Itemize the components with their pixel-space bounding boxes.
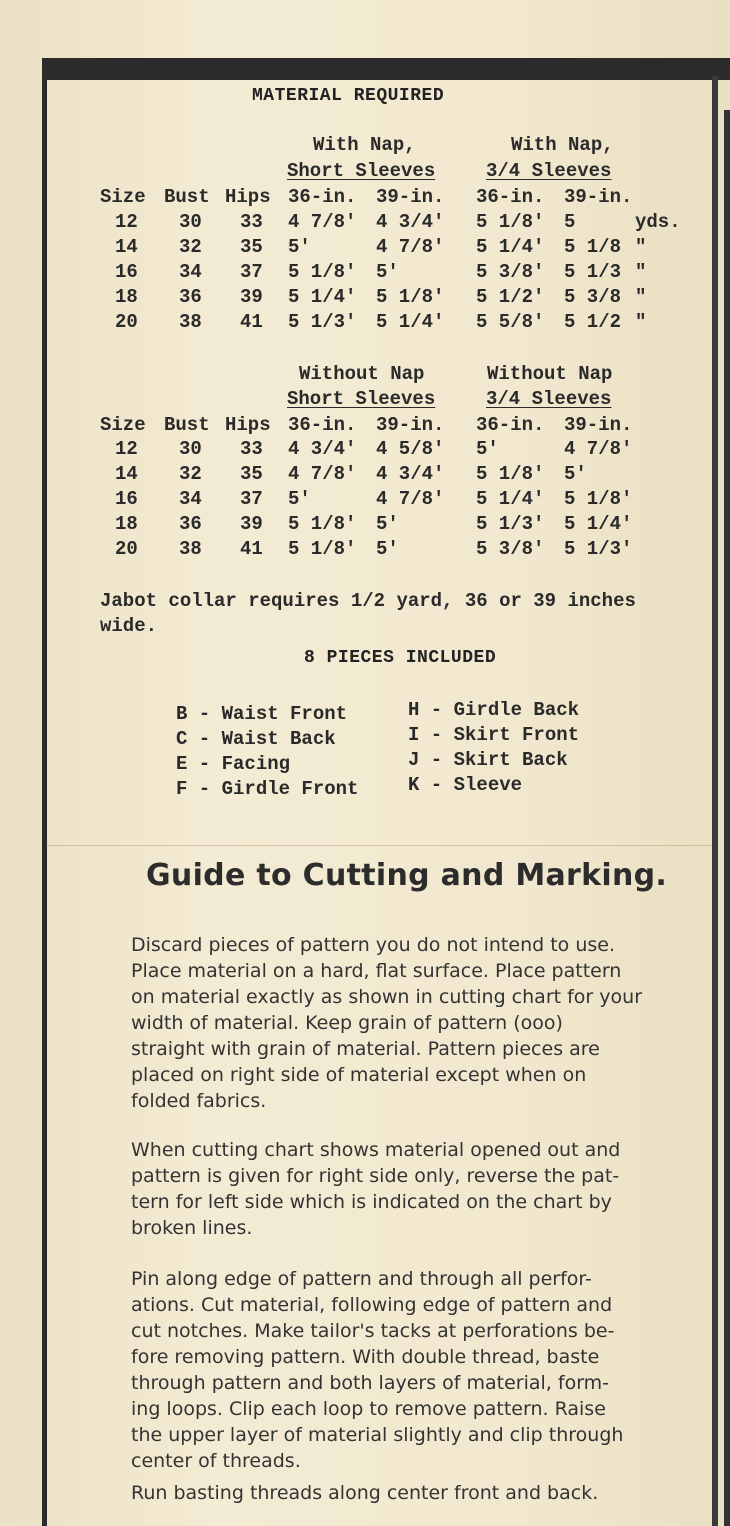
guide-title: Guide to Cutting and Marking. [146, 858, 668, 893]
nonap-column-header: Bust [164, 414, 210, 436]
nap-table-cell: 5 1/8 [564, 236, 622, 258]
piece-item: F - Girdle Front [176, 778, 359, 800]
nap-table-cell: 18 [115, 286, 138, 308]
nap-group2-subheading: 3/4 Sleeves [486, 160, 612, 182]
piece-item: E - Facing [176, 753, 291, 775]
piece-item: C - Waist Back [176, 728, 336, 750]
nonap-table-cell: 4 7/8' [564, 438, 633, 460]
nap-group1-subheading: Short Sleeves [287, 160, 436, 182]
guide-paragraph [131, 1137, 671, 1241]
nap-table-cell: 5 5/8' [476, 311, 545, 333]
nonap-table-cell: 4 7/8' [376, 488, 445, 510]
nap-column-header: 39-in. [564, 186, 633, 208]
nap-table-cell: " [635, 236, 647, 258]
piece-item: J - Skirt Back [408, 749, 568, 771]
guide-paragraph-line: Place material on a hard, flat surface. Place pattern [131, 960, 622, 982]
nonap-table-cell: 5 1/8' [288, 538, 357, 560]
pieces-included-title: 8 PIECES INCLUDED [304, 648, 497, 668]
nap-table-cell: 14 [115, 236, 138, 258]
nonap-table-cell: 34 [179, 488, 202, 510]
nonap-table-cell: 35 [240, 463, 263, 485]
nap-table-cell: 5 3/8 [564, 286, 622, 308]
nap-table-cell: 5 1/3 [564, 261, 622, 283]
nap-table-cell: 5 1/4' [376, 311, 445, 333]
paper-fold-line [47, 845, 712, 846]
guide-paragraph-line: ing loops. Clip each loop to remove pattern. Raise [131, 1398, 606, 1420]
nap-table-cell: 5' [376, 261, 399, 283]
nap-table-cell: 4 7/8' [288, 211, 357, 233]
guide-paragraph-line: straight with grain of material. Pattern pieces are [131, 1038, 600, 1060]
nap-column-header: Size [100, 186, 146, 208]
nap-table-cell: 5 1/2 [564, 311, 622, 333]
nonap-column-header: 36-in. [288, 414, 357, 436]
guide-paragraph [131, 1266, 671, 1474]
nap-table-cell: 16 [115, 261, 138, 283]
nonap-table-cell: 5 1/8' [564, 488, 633, 510]
nonap-column-header: 39-in. [376, 414, 445, 436]
guide-paragraph-line: pattern is given for right side only, reverse the pat- [131, 1165, 620, 1187]
nap-table-cell: 35 [240, 236, 263, 258]
nap-table-cell: 5 1/4' [288, 286, 357, 308]
nonap-table-cell: 38 [179, 538, 202, 560]
nap-table-cell: 33 [240, 211, 263, 233]
nap-column-header: 39-in. [376, 186, 445, 208]
nonap-table-cell: 30 [179, 438, 202, 460]
nonap-table-cell: 33 [240, 438, 263, 460]
guide-paragraph-line: ations. Cut material, following edge of pattern and [131, 1294, 613, 1316]
nap-group1-heading: With Nap, [313, 134, 416, 156]
nap-table-cell: 12 [115, 211, 138, 233]
nap-table-cell: 5 1/8' [376, 286, 445, 308]
jabot-note-line1: Jabot collar requires 1/2 yard, 36 or 39 inches [100, 590, 636, 612]
nap-table-cell: " [635, 311, 647, 333]
nap-table-cell: 30 [179, 211, 202, 233]
nonap-table-cell: 37 [240, 488, 263, 510]
nap-table-cell: 20 [115, 311, 138, 333]
nap-table-cell: 34 [179, 261, 202, 283]
guide-paragraph-line: the upper layer of material slightly and clip through [131, 1424, 624, 1446]
right-border-rule [712, 76, 718, 1526]
nonap-table-cell: 32 [179, 463, 202, 485]
nonap-table-cell: 5' [564, 463, 587, 485]
nonap-group2-heading: Without Nap [487, 363, 613, 385]
nap-table-cell: yds. [635, 211, 681, 233]
nap-table-cell: 41 [240, 311, 263, 333]
nonap-column-header: 36-in. [476, 414, 545, 436]
guide-paragraph-line: Run basting threads along center front and back. [131, 1482, 599, 1504]
nonap-table-cell: 4 5/8' [376, 438, 445, 460]
piece-item: K - Sleeve [408, 774, 523, 796]
nap-table-cell: " [635, 261, 647, 283]
material-required-title: MATERIAL REQUIRED [252, 86, 445, 106]
nonap-table-cell: 36 [179, 513, 202, 535]
nap-table-cell: 5 1/8' [476, 211, 545, 233]
guide-paragraph-line: through pattern and both layers of material, form- [131, 1372, 610, 1394]
guide-paragraph-line: tern for left side which is indicated on the chart by [131, 1191, 612, 1213]
guide-paragraph-line: width of material. Keep grain of pattern (ooo) [131, 1012, 563, 1034]
nonap-table-cell: 5 1/4' [476, 488, 545, 510]
piece-item: B - Waist Front [176, 703, 348, 725]
nap-table-cell: 5 1/4' [476, 236, 545, 258]
nap-table-cell: 32 [179, 236, 202, 258]
guide-paragraph [131, 1480, 671, 1506]
nonap-table-cell: 5 1/3' [476, 513, 545, 535]
nonap-table-cell: 12 [115, 438, 138, 460]
nap-table-cell: 5 [564, 211, 576, 233]
nonap-column-header: Size [100, 414, 146, 436]
guide-paragraph-line: broken lines. [131, 1217, 253, 1239]
nap-table-cell: 37 [240, 261, 263, 283]
nonap-table-cell: 39 [240, 513, 263, 535]
nonap-table-cell: 5 1/4' [564, 513, 633, 535]
top-border-band [42, 58, 730, 80]
nonap-table-cell: 4 3/4' [376, 463, 445, 485]
guide-paragraph-line: Discard pieces of pattern you do not intend to use. [131, 934, 615, 956]
nonap-column-header: Hips [225, 414, 271, 436]
guide-paragraph-line: placed on right side of material except when on [131, 1064, 587, 1086]
nap-table-cell: 5' [288, 236, 311, 258]
nonap-group2-subheading: 3/4 Sleeves [486, 388, 612, 410]
nap-table-cell: 5 3/8' [476, 261, 545, 283]
nap-table-cell: 4 7/8' [376, 236, 445, 258]
piece-item: H - Girdle Back [408, 699, 580, 721]
guide-paragraph-line: fore removing pattern. With double thread, baste [131, 1346, 600, 1368]
nonap-group1-subheading: Short Sleeves [287, 388, 436, 410]
nonap-table-cell: 5' [376, 513, 399, 535]
jabot-note-line2: wide. [100, 615, 158, 637]
nonap-table-cell: 5 3/8' [476, 538, 545, 560]
nap-table-cell: 5 1/8' [288, 261, 357, 283]
nonap-table-cell: 5 1/3' [564, 538, 633, 560]
guide-paragraph-line: folded fabrics. [131, 1090, 267, 1112]
nonap-column-header: 39-in. [564, 414, 633, 436]
nap-table-cell: 38 [179, 311, 202, 333]
guide-paragraph-line: When cutting chart shows material opened out and [131, 1139, 621, 1161]
nonap-table-cell: 5' [476, 438, 499, 460]
nonap-table-cell: 5 1/8' [476, 463, 545, 485]
guide-paragraph-line: on material exactly as shown in cutting chart for your [131, 986, 643, 1008]
guide-paragraph [131, 932, 671, 1114]
nap-table-cell: 5 1/2' [476, 286, 545, 308]
left-border-rule [42, 58, 47, 1526]
nap-table-cell: " [635, 286, 647, 308]
nonap-table-cell: 5' [376, 538, 399, 560]
nap-column-header: 36-in. [288, 186, 357, 208]
nonap-group1-heading: Without Nap [299, 363, 425, 385]
guide-paragraph-line: Pin along edge of pattern and through all perfor- [131, 1268, 592, 1290]
nap-column-header: Bust [164, 186, 210, 208]
nonap-table-cell: 5' [288, 488, 311, 510]
guide-paragraph-line: center of threads. [131, 1450, 301, 1472]
nonap-table-cell: 14 [115, 463, 138, 485]
nap-group2-heading: With Nap, [511, 134, 614, 156]
nap-table-cell: 4 3/4' [376, 211, 445, 233]
nonap-table-cell: 5 1/8' [288, 513, 357, 535]
outer-right-border-rule [724, 110, 730, 1526]
nap-column-header: Hips [225, 186, 271, 208]
nonap-table-cell: 18 [115, 513, 138, 535]
nonap-table-cell: 4 7/8' [288, 463, 357, 485]
nonap-table-cell: 16 [115, 488, 138, 510]
guide-paragraph-line: cut notches. Make tailor's tacks at perforations be- [131, 1320, 615, 1342]
nonap-table-cell: 20 [115, 538, 138, 560]
nap-column-header: 36-in. [476, 186, 545, 208]
nap-table-cell: 36 [179, 286, 202, 308]
nonap-table-cell: 4 3/4' [288, 438, 357, 460]
piece-item: I - Skirt Front [408, 724, 580, 746]
nonap-table-cell: 41 [240, 538, 263, 560]
nap-table-cell: 5 1/3' [288, 311, 357, 333]
nap-table-cell: 39 [240, 286, 263, 308]
